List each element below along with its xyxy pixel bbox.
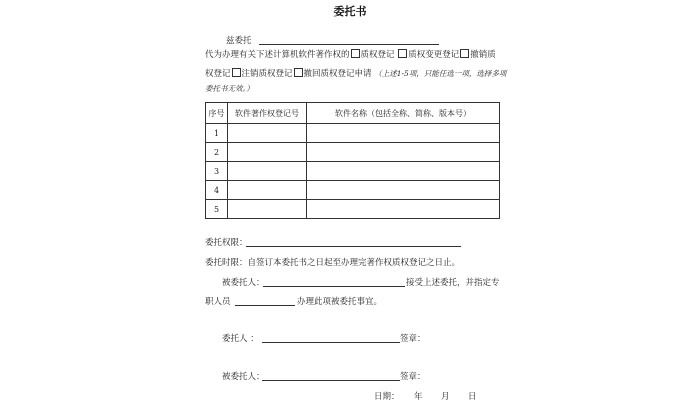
row-index: 3: [206, 162, 228, 181]
date-label: 日期：: [374, 392, 400, 402]
table-row: [206, 181, 500, 200]
header-registration-no: 软件著作权登记号: [228, 103, 307, 124]
checkbox-cancel-pledge[interactable]: [232, 68, 241, 77]
agent-sign-label: 签章：: [400, 372, 426, 382]
checkbox-withdraw-application[interactable]: [294, 68, 303, 77]
table-row: [206, 124, 500, 143]
agent-label: 被委托人：: [222, 278, 265, 288]
agent-line[interactable]: [263, 286, 405, 287]
principal-line[interactable]: [262, 342, 400, 343]
selection-note: （上述1-5项，只能任选一项，选择多项: [374, 69, 507, 78]
agent-sign-line[interactable]: [262, 380, 400, 381]
checkbox-revoke-pledge[interactable]: [460, 49, 469, 58]
option-withdraw-application: 撤回质权登记申请: [303, 69, 372, 79]
selection-note-end: 委托书无效。）: [205, 84, 254, 93]
paragraph-intro: 代为办理有关下述计算机软件著作权的: [205, 50, 350, 60]
row-index: 4: [206, 181, 228, 200]
row-name-cell[interactable]: [307, 124, 500, 143]
table-row: [206, 143, 500, 162]
software-table: [205, 102, 500, 219]
option-pledge-registration: 质权登记: [360, 50, 395, 60]
header-index: 序号: [206, 103, 228, 124]
agent-accept-text: 接受上述委托，并指定专: [406, 278, 500, 288]
row-registration-cell[interactable]: [228, 124, 307, 143]
table-row: [206, 162, 500, 181]
staff-line[interactable]: [235, 305, 295, 306]
period-text: 自签订本委托书之日起至办理完著作权质权登记之日止。: [247, 258, 461, 268]
row-registration-cell[interactable]: [228, 181, 307, 200]
staff-suffix: 办理此项被委托事宜。: [297, 297, 383, 307]
option-cancel-pledge: 注销质权登记: [241, 69, 293, 79]
header-software-name: 软件名称（包括全称、简称、版本号）: [307, 103, 500, 124]
staff-label: 职人员: [205, 297, 231, 307]
date-day: 日: [468, 392, 477, 402]
table-row: [206, 200, 500, 219]
row-name-cell[interactable]: [307, 200, 500, 219]
row-name-cell[interactable]: [307, 181, 500, 200]
row-registration-cell[interactable]: [228, 143, 307, 162]
row-name-cell[interactable]: [307, 143, 500, 162]
period-label: 委托时限：: [205, 258, 248, 268]
document-title: 委托书: [333, 5, 367, 18]
entrusted-party-line[interactable]: [259, 44, 439, 45]
row-index: 1: [206, 124, 228, 143]
date-month: 月: [441, 392, 450, 402]
entrust-label: 兹委托: [226, 36, 252, 46]
option-revoke-pledge-cont: 权登记: [205, 69, 231, 79]
authority-line[interactable]: [246, 246, 461, 247]
table-header-row: [206, 103, 500, 124]
row-index: 5: [206, 200, 228, 219]
agent-sign-row-label: 被委托人：: [222, 372, 265, 382]
paragraph-line-1: [205, 48, 496, 60]
row-registration-cell[interactable]: [228, 162, 307, 181]
date-year: 年: [414, 392, 423, 402]
row-name-cell[interactable]: [307, 162, 500, 181]
period-row: [205, 256, 460, 268]
option-pledge-change: 质权变更登记: [408, 50, 460, 60]
option-revoke-pledge: 撤销质: [470, 50, 496, 60]
paragraph-line-2: [205, 67, 506, 79]
checkbox-pledge-registration[interactable]: [351, 49, 360, 58]
principal-label: 委托人 ：: [222, 334, 259, 344]
authority-label: 委托权限：: [205, 238, 248, 248]
row-registration-cell[interactable]: [228, 200, 307, 219]
principal-sign-label: 签章：: [400, 334, 426, 344]
row-index: 2: [206, 143, 228, 162]
checkbox-pledge-change[interactable]: [398, 49, 407, 58]
